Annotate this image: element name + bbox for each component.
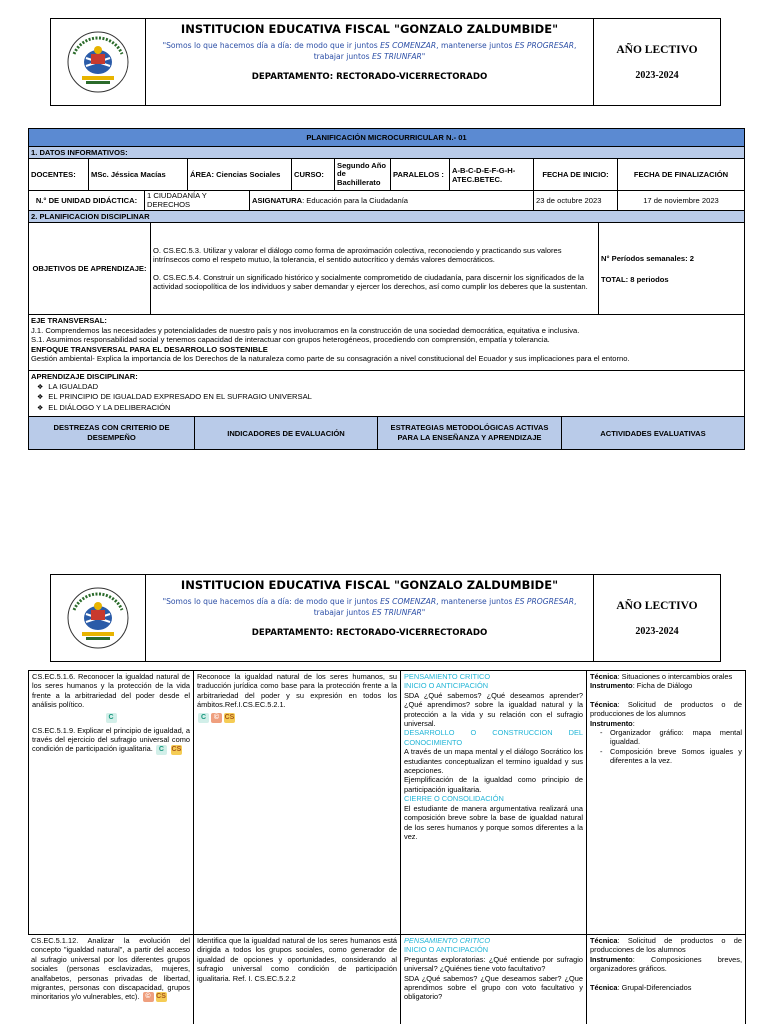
col-estrategias: ESTRATEGIAS METODOLÓGICAS ACTIVAS PARA LA ENSEÑANZA Y APRENDIZAJE: [378, 417, 562, 449]
enfoque-label: ENFOQUE TRANSVERSAL PARA EL DESARROLLO SOSTENIBLE: [31, 344, 268, 354]
strategy-heading: INICIO O ANTICIPACIÓN: [404, 681, 489, 691]
instrumento-text: Instrumento:: [590, 718, 635, 728]
tecnica-text: Técnica: Solicitud de productos o de producciones de los alumnos: [590, 699, 742, 719]
school-header: [50, 18, 721, 106]
tecnica-text: Técnica: Grupal-Diferenciados: [590, 982, 692, 992]
strategy-heading: PENSAMIENTO CRITICO: [404, 936, 491, 945]
col-destrezas: DESTREZAS CON CRITERIO DE DESEMPEÑO: [29, 417, 195, 449]
instrumento-text: Instrumento: Ficha de Diálogo: [590, 681, 693, 691]
instrumento-item: - Composición breve Somos iguales y diferentes a la vez.: [600, 747, 742, 766]
periodos-semanales: N° Períodos semanales: 2: [601, 253, 694, 263]
strategy-text: SDA ¿Qué sabemos? ¿Que deseamos saber? ¿Que aprendimos sobre el grupo con voto facultativo y obligatorio?: [404, 973, 583, 1002]
school-crest-icon: [64, 28, 132, 96]
badge-co-icon: ©: [143, 992, 154, 1002]
institution-motto: "Somos lo que hacemos día a día: de modo que ir juntos ES COMENZAR, mantenerse juntos ES PROGRESAR, trabajar juntos ES TRIUNFAR": [162, 41, 577, 61]
asignatura-field: ASIGNATURA : Educación para la Ciudadanía: [250, 191, 534, 210]
destreza-text: CS.EC.5.1.6. Reconocer la igualdad natural de los seres humanos y la protección de la vida frente a la arbitrariedad del poder desde el análisis político.: [32, 672, 190, 710]
aprendizaje-item: ❖ LA IGUALDAD: [37, 382, 312, 393]
indicador-text: Reconoce la igualdad natural de los seres humanos, su traducción jurídica como base para la protección frente a la arbitrariedad del poder y su expresión en todos los ámbitos.Ref.I.CS.EC.5.2.1.: [197, 672, 397, 710]
badge-c-icon: C: [106, 713, 117, 723]
curso-label: CURSO:: [292, 159, 335, 190]
tecnica-text: Técnica: Situaciones o intercambios orales: [590, 672, 733, 681]
instrumento-text: Instrumento: Composiciones breves, organizadores gráficos.: [590, 954, 742, 974]
actividades-cell: [587, 671, 746, 935]
strategy-text: El estudiante de manera argumentativa realizará una composición breve sobre la base de igualdad natural de los seres humanos y porque somos diferentes a la vez.: [404, 803, 583, 841]
fecha-fin-label: FECHA DE FINALIZACIÓN: [633, 170, 729, 179]
unidad-value: 1 CIUDADANÍA Y DERECHOS: [145, 191, 250, 210]
badge-cs-icon: CS: [224, 713, 235, 721]
objetivos-label: OBJETIVOS DE APRENDIZAJE:: [29, 223, 151, 314]
enfoque-text: Gestión ambiental- Explica la importancia de los Derechos de la naturaleza como parte de su consagración a nivel constitucional del Ecuador y sus implicaciones para el entorno.: [31, 354, 630, 363]
school-logo: [51, 575, 146, 661]
indicadores-cell: [194, 935, 401, 1024]
destreza-text: CS.EC.5.1.9. Explicar el principio de igualdad, a través del ejercicio del sufragio universal como condición de participación igualitaria. C CS: [32, 725, 190, 754]
fecha-inicio-label: FECHA DE INICIO:: [534, 159, 618, 190]
unidad-label: N.° DE UNIDAD DIDÁCTICA:: [29, 191, 145, 210]
col-actividades: ACTIVIDADES EVALUATIVAS: [600, 428, 706, 438]
aprendizaje-label: APRENDIZAJE DISCIPLINAR:: [31, 372, 138, 381]
periodos-total: TOTAL: 8 periodos: [601, 274, 669, 284]
paralelos-label: PARALELOS :: [391, 159, 450, 190]
strategy-text: SDA ¿Qué sabemos? ¿Qué deseamos aprender? ¿Qué aprendimos? sobre la igualdad natural y la protección a la vida y su relación con el sufragio universal.: [404, 690, 583, 729]
eje-label: EJE TRANSVERSAL:: [31, 316, 107, 325]
eje-1: J.1. Comprendemos las necesidades y potencialidades de nuestro país y nos involucramos en la construcción de una sociedad democrática, equitativa e inclusiva.: [31, 325, 580, 335]
objetivo-1: O. CS.EC.5.3. Utilizar y valorar el diálogo como forma de aproximación colectiva, reconociendo y practicando sus valores intrínsecos como el respeto mutuo, la tolerancia, el sentido autocrítico y demás valores democráticos.: [153, 245, 562, 264]
institution-motto: "Somos lo que hacemos día a día: de modo que ir juntos ES COMENZAR, mantenerse juntos ES PROGRESAR, trabajar juntos ES TRIUNFAR": [162, 597, 577, 617]
strategy-text: Ejemplificación de la igualdad como principio de participación igualitaria.: [404, 775, 583, 794]
indicadores-cell: [194, 671, 401, 935]
aprendizaje-item: ❖ EL DIÁLOGO Y LA DELIBERACIÓN: [37, 403, 312, 414]
eje-2: S.1. Asumimos responsabilidad social y tenemos capacidad de interactuar con grupos heterogéneos, procediendo con comprensión, empatía y tolerancia.: [31, 335, 550, 344]
estrategias-cell: [401, 671, 587, 935]
destrezas-cell: [28, 671, 194, 935]
instrumento-item: - Organizador gráfico: mapa mental igualdad.: [600, 728, 742, 747]
docentes-label: DOCENTES:: [29, 159, 89, 190]
badge-cs-icon: CS: [156, 993, 166, 1001]
area-field: ÁREA: Ciencias Sociales: [188, 159, 292, 190]
docentes-value: MSc. Jéssica Macías: [89, 159, 188, 190]
planning-table: [28, 128, 745, 450]
actividades-cell: [587, 935, 746, 1024]
section-planificacion: 2. PLANIFICACION DISCIPLINAR: [31, 212, 150, 221]
badge-c-icon: C: [198, 713, 209, 723]
section-datos: 1. DATOS INFORMATIVOS:: [31, 148, 128, 157]
strategy-heading: CIERRE O CONSOLIDACIÓN: [404, 794, 504, 804]
paralelos-value: A-B-C-D-E-F-G-H-ATEC.BETEC.: [450, 159, 534, 190]
strategy-text: Preguntas exploratorias: ¿Qué entiende por sufragio universal? ¿Quiénes tiene voto facultativo?: [404, 954, 583, 974]
school-header-page2: [50, 574, 721, 662]
year-title: AÑO LECTIVO: [616, 43, 698, 56]
destreza-text: CS.EC.5.1.12. Analizar la evolución del concepto "igualdad natural", a partir del acceso al sufragio universal por los diferentes grupos sociales (personas esclavizadas, mujeres, analfabetos, personas privadas de libertad, migrantes, personas con discapacidad, grupos minoritarios y/o vulnerables, etc). © CS: [31, 936, 190, 1002]
destrezas-cell: [28, 935, 194, 1024]
badge-co-icon: ©: [211, 713, 222, 723]
badge-c-icon: C: [156, 745, 167, 755]
tecnica-text: Técnica: Solicitud de productos o de producciones de los alumnos: [590, 936, 742, 955]
col-indicadores: INDICADORES DE EVALUACIÓN: [195, 417, 378, 449]
fecha-inicio-value: 23 de octubre 2023: [534, 191, 618, 210]
year-value: 2023-2024: [635, 625, 679, 637]
objetivo-2: O. CS.EC.5.4. Construir un significado histórico y socialmente comprometido de ciudadanía, para discernir los significados de la actividad sociopolítica de los individuos y saber demandar y ejercer los derechos, así como cumplir los deberes que la sustentan.: [153, 272, 588, 291]
year-title: AÑO LECTIVO: [616, 599, 698, 612]
curso-value: Segundo Año de Bachillerato: [335, 159, 391, 190]
institution-name: INSTITUCION EDUCATIVA FISCAL "GONZALO ZALDUMBIDE": [180, 578, 559, 592]
department-label: DEPARTAMENTO: RECTORADO-VICERRECTORADO: [251, 72, 488, 82]
badge-cs-icon: CS: [171, 745, 182, 753]
indicador-text: Identifica que la igualdad natural de los seres humanos está dirigida a todos los grupos sociales, como generador de igualdad de opciones y oportunidades, considerando al sufragio universal como condición de participación igualitaria. Ref. I. CS.EC.5.2.2: [197, 936, 397, 983]
plan-title: PLANIFICACIÓN MICROCURRICULAR N.- 01: [306, 133, 467, 142]
institution-name: INSTITUCION EDUCATIVA FISCAL "GONZALO ZALDUMBIDE": [180, 22, 559, 36]
year-value: 2023-2024: [635, 69, 679, 81]
activity-grid: [28, 670, 746, 1024]
fecha-fin-value: 17 de noviembre 2023: [643, 196, 719, 205]
strategy-heading: PENSAMIENTO CRITICO: [404, 672, 491, 681]
strategy-heading: DESARROLLO O CONSTRUCCION DEL CONOCIMIENTO: [404, 728, 583, 747]
department-label: DEPARTAMENTO: RECTORADO-VICERRECTORADO: [251, 628, 488, 638]
school-crest-icon: [64, 584, 132, 652]
strategy-text: A través de un mapa mental y el diálogo Socrático los estudiantes conceptualizan el termino igualdad y sus acepciones.: [404, 747, 583, 776]
strategy-heading: INICIO O ANTICIPACIÓN: [404, 945, 489, 955]
estrategias-cell: [401, 935, 587, 1024]
school-logo: [51, 19, 146, 105]
aprendizaje-item: ❖ EL PRINCIPIO DE IGUALDAD EXPRESADO EN EL SUFRAGIO UNIVERSAL: [37, 392, 312, 403]
